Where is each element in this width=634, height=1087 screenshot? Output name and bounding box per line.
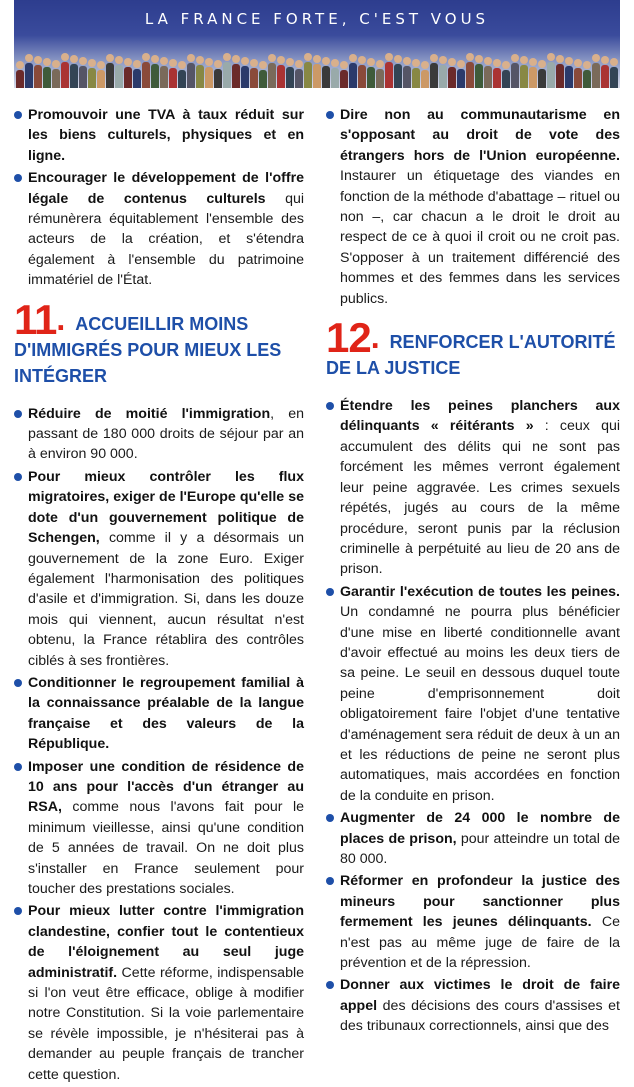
list-item — [326, 975, 620, 1036]
bullet-dot-icon — [326, 814, 334, 822]
item-body: Cette réforme, indispensable si l'on veut être efficace, oblige à modifier notre Constitution. Si la voie parlementaire se révèle impossible, je n'hésiterai pas à demander au peuple français de trancher cette question. — [28, 964, 304, 1083]
banner-title: LA FRANCE FORTE, C'EST VOUS — [144, 10, 490, 28]
item-lead: Imposer une condition de résidence de 10 ans pour l'accès d'un étranger au RSA, — [28, 758, 304, 816]
item-lead: Garantir l'exécution de toutes les peines. — [340, 583, 620, 600]
list-item — [326, 808, 620, 869]
item-body: , en passant de 180 000 droits de séjour par an à environ 90 000. — [28, 405, 304, 463]
item-body: des décisions des cours d'assises et des tribunaux correctionnels, ainsi que des — [340, 997, 620, 1035]
list-item — [326, 105, 620, 309]
right-column — [326, 105, 620, 1039]
left-intro-list — [14, 105, 304, 291]
crowd-photo — [14, 38, 620, 88]
section-12-dot: . — [370, 319, 380, 356]
bullet-dot-icon — [14, 473, 22, 481]
header-banner — [14, 0, 620, 88]
list-item — [14, 404, 304, 465]
list-item — [14, 901, 304, 1085]
bullet-dot-icon — [14, 763, 22, 771]
section-12-heading — [326, 314, 620, 382]
list-item — [14, 105, 304, 166]
item-lead: Étendre les peines planchers aux délinquants « réitérants » — [340, 398, 620, 435]
bullet-dot-icon — [326, 402, 334, 410]
item-body: Instaurer un étiquetage des viandes en fonction de la méthode d'abattage – rituel ou non –, car chacun a le droit le droit au respect de ce à quoi il croit ou ne croit pas. S'opposer à un traitement différencié des hommes et des femmes dans les services publics. — [340, 168, 620, 307]
item-body: Ce n'est pas au même juge de faire de la prévention et de la répression. — [340, 914, 621, 972]
section-11-dot: . — [56, 300, 66, 337]
list-item — [14, 168, 304, 290]
list-item — [14, 467, 304, 671]
list-item — [326, 582, 620, 806]
section-12-title: RENFORCER L'AUTORITÉ DE LA JUSTICE — [326, 332, 616, 379]
item-lead: Dire non au communautarisme en s'opposant au droit de vote des étrangers hors de l'Union européenne. — [340, 107, 620, 164]
item-body: qui rémunèrera équitablement l'ensemble des acteurs de la création, et s'étendra également à l'ensemble du patrimoine immatériel de l'État. — [28, 190, 304, 289]
left-column — [14, 105, 304, 1087]
item-body: Un condamné ne pourra plus bénéficier d'une mise en liberté conditionnelle avant d'avoir effectué au moins les deux tiers de sa peine. Le seuil en dessous duquel toute peine d'emprisonnement doit obligatoirement faire l'objet d'une tentative d'aménagement sera réduit de deux à un an et les réductions de peine ne seront plus automatiques, mais accordées en fonction de la conduite en prison. — [340, 604, 620, 804]
list-item — [14, 757, 304, 900]
item-lead: Pour mieux contrôler les flux migratoires, exiger de l'Europe qu'elle se dote d'un gouvernement politique de Schengen, — [28, 468, 304, 547]
section-11-number: 11 — [14, 295, 57, 343]
right-intro-list — [326, 105, 620, 309]
section-11-title: ACCUEILLIR MOINS D'IMMIGRÉS POUR MIEUX LES INTÉGRER — [14, 313, 282, 386]
bullet-dot-icon — [14, 174, 22, 182]
section-12-list — [326, 396, 620, 1037]
bullet-dot-icon — [14, 111, 22, 119]
item-lead: Augmenter de 24 000 le nombre de places de prison, — [340, 810, 620, 847]
list-item — [326, 871, 620, 973]
item-lead: Promouvoir une TVA à taux réduit sur les biens culturels, physiques et en ligne. — [28, 107, 304, 164]
item-lead: Pour mieux lutter contre l'immigration clandestine, confier tout le contentieux de l'éloignement au seul juge administratif. — [28, 903, 304, 981]
item-body: comme nous l'avons fait pour le minimum vieillesse, ainsi qu'une condition de 5 années de travail. On ne doit plus s'installer en France seulement pour toucher des prestations sociales. — [28, 799, 304, 897]
item-lead: Réformer en profondeur la justice des mineurs pour sanctionner plus fermement les jeunes délinquants. — [340, 873, 620, 931]
bullet-dot-icon — [14, 410, 22, 418]
bullet-dot-icon — [326, 588, 334, 596]
bullet-dot-icon — [326, 111, 334, 119]
section-11-heading — [14, 295, 304, 390]
item-lead: Encourager le développement de l'offre légale de contenus culturels — [28, 170, 304, 207]
item-lead: Conditionner le regroupement familial à la connaissance préalable de la langue française et des valeurs de la République. — [28, 674, 304, 753]
bullet-dot-icon — [14, 679, 22, 687]
list-item — [14, 673, 304, 755]
section-12-number: 12 — [326, 314, 371, 362]
section-11-list — [14, 404, 304, 1085]
item-body: comme il y a désormais un gouvernement de la zone Euro. Exiger également l'harmonisation des politiques d'asile et d'immigration. Si, dans les douze mois qui viennent, aucun résultat n'est obtenu, la France rétablira des contrôles ciblés à ses frontières. — [28, 530, 304, 669]
item-lead: Réduire de moitié l'immigration — [28, 405, 271, 422]
item-body: : ceux qui accumulent des délits qui ne sont pas forcément les mêmes verront également leur peine aggravée. Les crimes sexuels répétés, jugés au cours de la même procédure, seront punis par la réclusion criminelle à perpétuité au lieu de 20 ans de prison. — [340, 418, 620, 578]
list-item — [326, 396, 620, 580]
bullet-dot-icon — [326, 981, 334, 989]
bullet-dot-icon — [14, 907, 22, 915]
item-lead: Donner aux victimes le droit de faire appel — [340, 977, 620, 1014]
bullet-dot-icon — [326, 877, 334, 885]
item-body: pour atteindre un total de 80 000. — [340, 830, 620, 867]
